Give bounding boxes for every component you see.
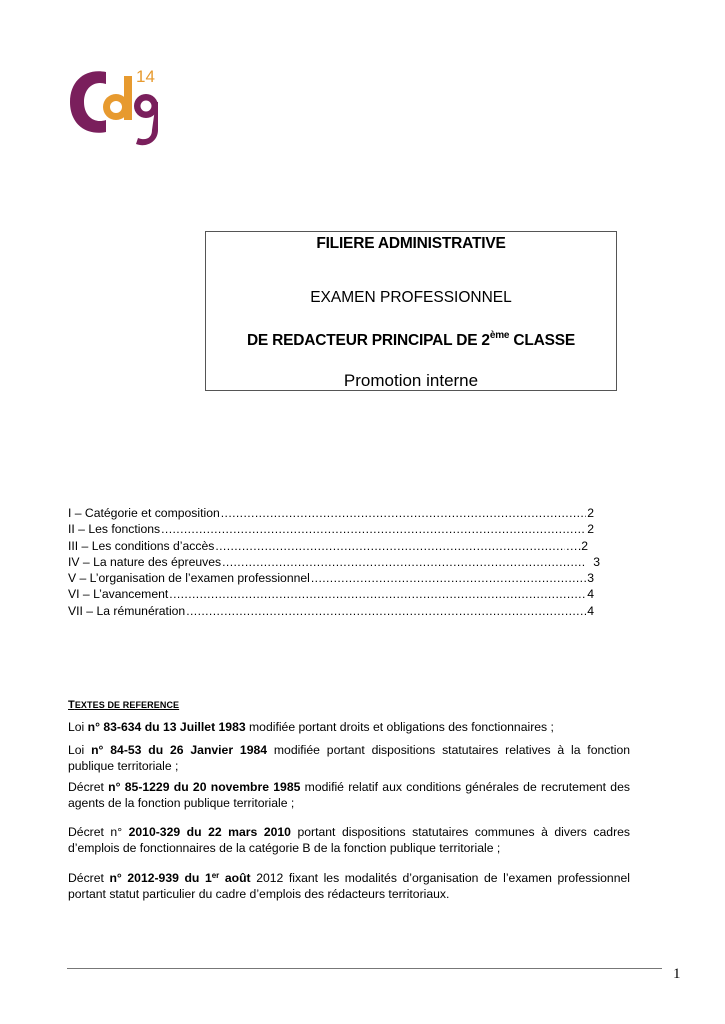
reference-item: Loi n° 84-53 du 26 Janvier 1984 modifiée portant dispositions statutaires relatives à la fonction publique territoriale ; <box>68 743 630 773</box>
svg-text:14: 14 <box>136 67 155 86</box>
toc-item[interactable]: IV – La nature des épreuves ..... 3 <box>68 554 594 570</box>
table-of-contents <box>68 505 600 619</box>
reference-item: Décret n° 2012-939 du 1er août 2012 fixant les modalités d’organisation de l’examen professionnel portant statut particulier du cadre d’emplois des rédacteurs territoriaux. <box>68 871 630 901</box>
toc-item[interactable]: III – Les conditions d’accès ..... ….2 <box>68 538 594 554</box>
page-number: 1 <box>673 966 681 982</box>
cdg14-logo <box>66 62 170 150</box>
reference-item: Décret n° 85-1229 du 20 novembre 1985 modifié relatif aux conditions générales de recrutement des agents de la fonction publique territoriale ; <box>68 780 630 810</box>
toc-item[interactable]: I – Catégorie et composition ..... 2 <box>68 505 594 521</box>
grade-title: DE REDACTEUR PRINCIPAL DE 2ème CLASSE <box>246 330 576 349</box>
toc-item[interactable]: VI – L’avancement ..... 4 <box>68 586 594 602</box>
toc-item[interactable]: II – Les fonctions ..... 2 <box>68 521 594 537</box>
footer-divider <box>67 968 662 969</box>
toc-item[interactable]: VII – La rémunération ..... 4 <box>68 603 594 619</box>
reference-item: Décret n° 2010-329 du 22 mars 2010 portant dispositions statutaires communes à divers cadres d’emplois de fonctionnaires de la catégorie B de la fonction publique territoriale ; <box>68 825 630 855</box>
references-heading: TEXTES DE REFERENCE <box>68 699 180 711</box>
examen-title: EXAMEN PROFESSIONNEL <box>310 289 512 306</box>
filiere-title: FILIERE ADMINISTRATIVE <box>316 235 506 252</box>
promotion-title: Promotion interne <box>343 371 479 390</box>
reference-item: Loi n° 83-634 du 13 Juillet 1983 modifiée portant droits et obligations des fonctionnaires ; <box>68 720 554 734</box>
title-box <box>205 231 617 391</box>
toc-item[interactable]: V – L’organisation de l’examen professionnel ..... 3 <box>68 570 594 586</box>
